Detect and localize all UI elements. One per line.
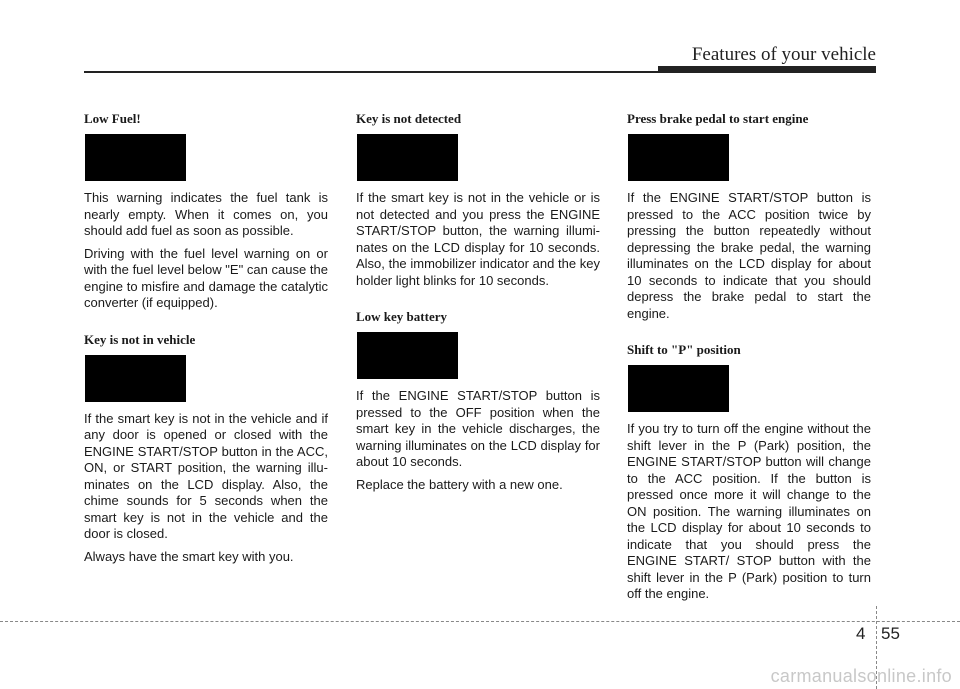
paragraph: If the ENGINE START/STOP button is pressed to the OFF position when the smart key in the vehicle discharges, the warning illuminates on the LCD display for about 10 seconds. [356, 388, 600, 469]
lcd-display-image [357, 332, 458, 379]
watermark: carmanualsonline.info [770, 666, 952, 686]
lcd-display-image [628, 365, 729, 412]
paragraph: Always have the smart key with you. [84, 548, 294, 564]
paragraph: If you try to turn off the engine without the shift lever in the P (Park) position, the ENGINE START/STOP button will change to the ACC position. If the button is pressed once more it will change to the ON position. The warning illuminates on the LCD display for about 10 seconds to indicate that you should press the ENGINE START/ STOP button with the shift lever in the P (Park) position to turn off the engine. [627, 421, 871, 601]
text-column-3 [627, 111, 871, 609]
paragraph: Replace the battery with a new one. [356, 476, 563, 492]
section-key-not-detected [356, 111, 600, 289]
paragraph: If the smart key is not in the vehicle or is not detected and you press the ENGINE START/STOP button, the warning illumi-nates on the LCD display for 10 seconds. Also, the immobilizer indicator and the key holder light blinks for 10 seconds. [356, 190, 600, 288]
section-heading: Low key battery [356, 309, 447, 324]
lcd-display-image [628, 134, 729, 181]
chapter-number: 4 [856, 624, 866, 643]
text-column-1 [84, 111, 328, 571]
paragraph: Driving with the fuel level warning on or with the fuel level below "E" can cause the engine to misfire and damage the catalytic converter (if equipped). [84, 245, 328, 310]
section-heading: Key is not detected [356, 111, 462, 126]
section-low-fuel [84, 111, 328, 312]
section-heading: Key is not in vehicle [84, 331, 196, 347]
section-heading: Low Fuel! [84, 111, 141, 126]
lcd-display-image [85, 134, 186, 181]
text-column-2 [356, 111, 600, 499]
paragraph: This warning indicates the fuel tank is nearly empty. When it comes on, you should add fuel as soon as possible. [84, 190, 328, 238]
section-key-not-in-vehicle [84, 332, 328, 566]
section-heading: Press brake pedal to start engine [627, 111, 809, 126]
lcd-display-image [357, 134, 458, 181]
header-rule-accent [658, 66, 876, 73]
paragraph: If the smart key is not in the vehicle and if any door is opened or closed with the ENGINE START/STOP button in the ACC, ON, or START position, the warning illu-minates on the LCD display. Also, the chime sounds for 5 seconds when the smart key is not in the vehicle and the door is closed. [84, 410, 328, 541]
section-low-key-battery [356, 309, 600, 493]
header-rule [84, 71, 664, 73]
section-shift-to-p [627, 342, 871, 603]
section-heading: Shift to "P" position [627, 342, 741, 357]
section-title: Features of your vehicle [691, 44, 876, 65]
lcd-display-image [85, 355, 186, 402]
footer-rule [0, 621, 960, 622]
page-number: 55 [881, 624, 900, 643]
section-press-brake-pedal [627, 111, 871, 322]
paragraph: If the ENGINE START/STOP button is pressed to the ACC position twice by pressing the button repeatedly without depressing the brake pedal, the warning illuminates on the LCD display for about 10 seconds to indicate that you should depress the brake pedal to start the engine. [627, 190, 871, 321]
